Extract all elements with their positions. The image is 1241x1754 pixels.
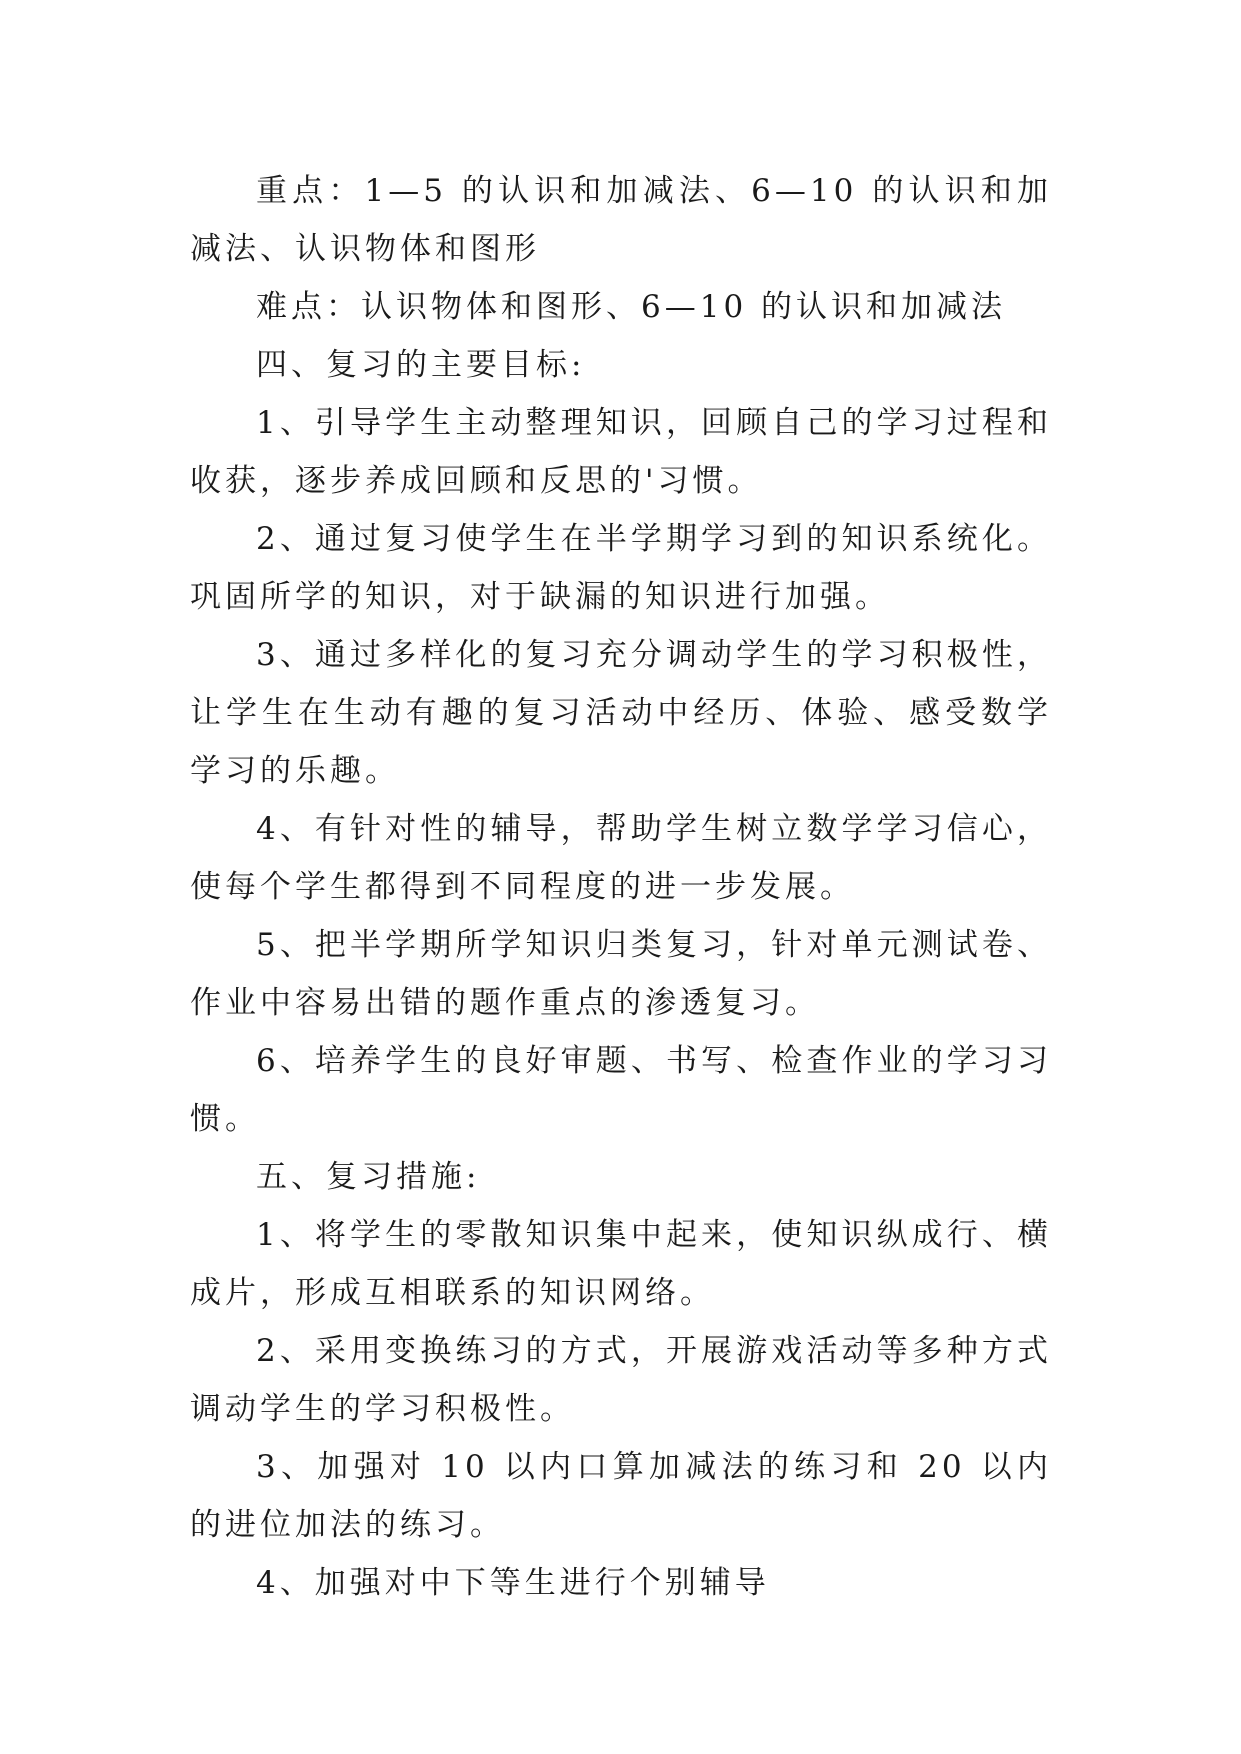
goal-item-3: 3、通过多样化的复习充分调动学生的学习积极性，让学生在生动有趣的复习活动中经历、体验、感受数学学习的乐趣。	[190, 637, 1052, 789]
measure-item-1: 1、将学生的零散知识集中起来，使知识纵成行、横成片，形成互相联系的知识网络。	[190, 1217, 1052, 1311]
goal-item-6: 6、培养学生的良好审题、书写、检查作业的学习习惯。	[190, 1043, 1052, 1137]
heading-review-measures: 五、复习措施:	[256, 1159, 481, 1195]
document-body	[190, 162, 1052, 1612]
paragraph-difficulties: 难点：认识物体和图形、6—10 的认识和加减法	[256, 289, 1007, 325]
goal-item-2: 2、通过复习使学生在半学期学习到的知识系统化。巩固所学的知识，对于缺漏的知识进行加强。	[190, 521, 1052, 615]
paragraph-key-points: 重点：1—5 的认识和加减法、6—10 的认识和加减法、认识物体和图形	[190, 173, 1052, 267]
goal-item-5: 5、把半学期所学知识归类复习，针对单元测试卷、作业中容易出错的题作重点的渗透复习。	[190, 927, 1052, 1021]
measure-item-2: 2、采用变换练习的方式，开展游戏活动等多种方式调动学生的学习积极性。	[190, 1333, 1052, 1427]
measure-item-4: 4、加强对中下等生进行个别辅导	[256, 1565, 770, 1601]
measure-item-3: 3、加强对 10 以内口算加减法的练习和 20 以内的进位加法的练习。	[190, 1449, 1052, 1543]
goal-item-4: 4、有针对性的辅导，帮助学生树立数学学习信心，使每个学生都得到不同程度的进一步发展。	[190, 811, 1052, 905]
goal-item-1: 1、引导学生主动整理知识，回顾自己的学习过程和收获，逐步养成回顾和反思的'习惯。	[190, 405, 1052, 499]
heading-review-goals: 四、复习的主要目标:	[256, 347, 586, 383]
